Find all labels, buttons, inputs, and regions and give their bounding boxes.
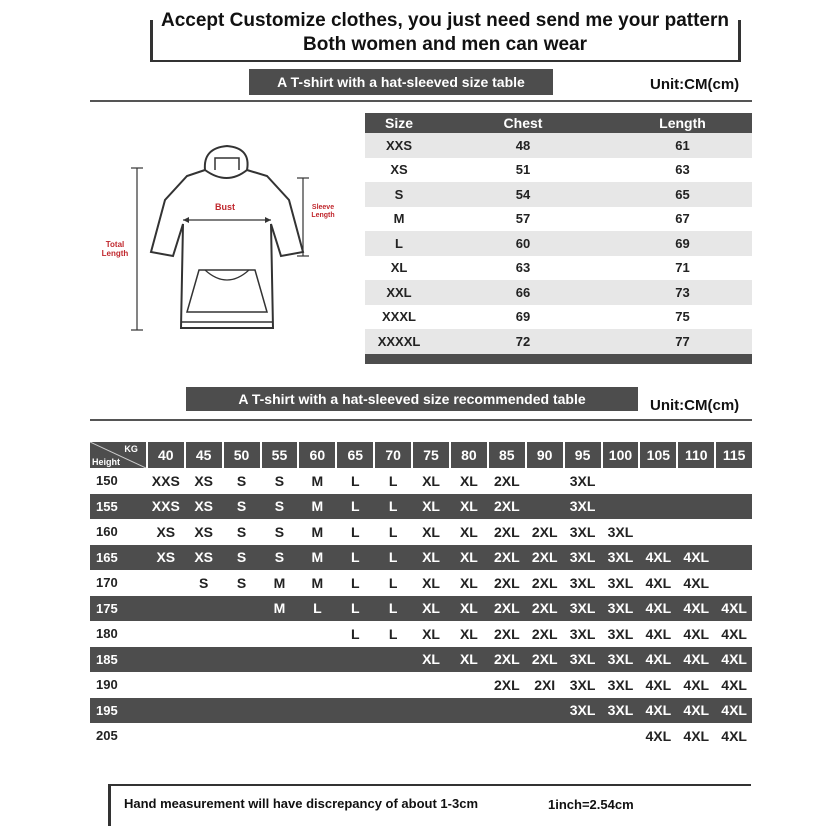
size-recommend-cell: XL — [422, 549, 440, 566]
recommend-table-row — [90, 621, 752, 647]
size-table-footer-bar — [365, 354, 752, 364]
size-table-header — [365, 113, 752, 133]
weight-header-cell: 90 — [527, 442, 563, 468]
size-recommend-cell: M — [311, 549, 324, 566]
size-cell: XXL — [386, 284, 412, 300]
size-recommend-cell: L — [388, 625, 398, 642]
size-recommend-cell: 3XL — [607, 523, 634, 540]
size-recommend-cell: 4XL — [683, 549, 710, 566]
size-table — [365, 113, 752, 364]
size-recommend-cell: S — [274, 523, 285, 540]
size-recommend-cell: 2XL — [493, 651, 520, 668]
size-recommend-cell: 4XL — [683, 600, 710, 617]
weight-header-cell: 65 — [337, 442, 373, 468]
size-recommend-cell: L — [388, 498, 398, 515]
height-cell: 165 — [96, 549, 118, 565]
size-cell: XXXXL — [377, 333, 421, 349]
size-recommend-cell: 2XI — [534, 676, 556, 693]
weight-header-cell: 45 — [186, 442, 222, 468]
size-table-row — [365, 256, 752, 281]
size-recommend-cell: M — [311, 574, 324, 591]
recommend-table-banner — [186, 387, 638, 411]
size-recommend-cell: 4XL — [645, 727, 672, 744]
length-cell: 67 — [675, 211, 690, 227]
chest-cell: 48 — [515, 137, 531, 153]
size-recommend-cell: 4XL — [683, 625, 710, 642]
size-recommend-cell: S — [236, 498, 247, 515]
size-recommend-cell: L — [350, 523, 360, 540]
size-recommend-cell: XL — [422, 651, 440, 668]
size-recommend-cell: S — [236, 549, 247, 566]
chest-cell: 57 — [515, 211, 531, 227]
recommend-table-banner-text: A T-shirt with a hat-sleeved size recommended table — [238, 391, 586, 407]
size-recommend-cell: 3XL — [607, 549, 634, 566]
size-recommend-cell: 2XL — [531, 625, 558, 642]
size-recommend-cell: XL — [422, 625, 440, 642]
size-table-row — [365, 305, 752, 330]
headline-line2: Both women and men can wear — [303, 34, 587, 55]
size-recommend-cell: 4XL — [721, 600, 747, 617]
weight-header-cell: 115 — [716, 442, 752, 468]
recommend-table-row — [90, 698, 752, 724]
size-table-banner-text: A T-shirt with a hat-sleeved size table — [277, 74, 525, 90]
size-recommend-cell: S — [236, 574, 247, 591]
total-length-label-line2: Length — [101, 249, 129, 258]
size-recommend-cell: 2XL — [531, 523, 558, 540]
hoodie-outline-icon — [95, 140, 355, 340]
size-recommend-cell: XL — [422, 472, 440, 489]
length-cell: 73 — [675, 284, 690, 300]
size-table-row — [365, 329, 752, 354]
size-recommend-cell: 4XL — [721, 651, 747, 668]
size-recommend-cell: 4XL — [645, 625, 672, 642]
size-recommend-cell: L — [313, 600, 322, 617]
size-recommend-cell: 4XL — [721, 702, 747, 719]
size-recommend-cell: 4XL — [645, 702, 672, 719]
bust-label: Bust — [215, 202, 235, 212]
size-recommend-cell: XL — [459, 651, 478, 668]
size-recommend-cell: L — [350, 498, 360, 515]
recommend-table-row — [90, 545, 752, 571]
chest-cell: 66 — [515, 284, 531, 300]
corner-kg-label: KG — [124, 444, 138, 454]
size-recommend-cell: L — [388, 549, 398, 566]
size-table-row — [365, 207, 752, 232]
size-recommend-cell: L — [350, 574, 360, 591]
height-cell: 185 — [96, 651, 118, 667]
recommend-table — [90, 442, 752, 749]
size-recommend-cell: 3XL — [607, 702, 634, 719]
size-recommend-cell: XS — [156, 549, 176, 566]
size-section-divider — [90, 100, 752, 102]
size-recommend-cell: L — [350, 625, 360, 642]
size-recommend-cell: 3XL — [569, 574, 596, 591]
size-table-row — [365, 133, 752, 158]
size-cell: XS — [390, 162, 408, 178]
corner-height-label: Height — [92, 457, 120, 467]
size-cell: L — [395, 235, 403, 251]
size-recommend-cell: 2XL — [493, 549, 520, 566]
footer-conversion: 1inch=2.54cm — [548, 797, 634, 812]
size-recommend-cell: 3XL — [607, 676, 634, 693]
weight-header-cell: 60 — [299, 442, 335, 468]
size-recommend-cell: XL — [459, 498, 478, 515]
total-length-label — [97, 240, 133, 258]
length-cell: 77 — [675, 333, 690, 349]
size-recommend-cell: L — [388, 523, 398, 540]
size-recommend-cell: L — [388, 600, 398, 617]
chest-cell: 69 — [515, 309, 531, 325]
size-recommend-cell: XL — [459, 625, 478, 642]
recommend-table-row — [90, 596, 752, 622]
size-recommend-cell: 2XL — [493, 600, 520, 617]
recommend-table-header — [90, 442, 752, 468]
size-recommend-cell: 4XL — [683, 727, 710, 744]
size-recommend-cell: M — [273, 574, 286, 591]
size-recommend-cell: S — [199, 574, 209, 591]
length-cell: 65 — [675, 186, 690, 202]
size-cell: S — [394, 186, 404, 202]
size-recommend-cell: L — [350, 600, 360, 617]
size-recommend-cell: XS — [156, 523, 176, 540]
size-recommend-cell: 4XL — [683, 702, 710, 719]
height-cell: 170 — [96, 575, 118, 591]
weight-header-cell: 80 — [451, 442, 487, 468]
size-recommend-cell: M — [311, 498, 324, 515]
size-recommend-cell: S — [274, 549, 285, 566]
size-recommend-cell: XL — [422, 600, 440, 617]
weight-header-cell: 85 — [489, 442, 525, 468]
size-table-row — [365, 231, 752, 256]
recommend-section-divider — [90, 419, 752, 421]
size-recommend-cell: S — [236, 523, 247, 540]
headline — [150, 10, 740, 56]
size-recommend-cell: 3XL — [569, 600, 596, 617]
height-cell: 155 — [96, 498, 118, 514]
size-recommend-cell: 2XL — [531, 574, 558, 591]
recommend-table-body — [90, 468, 752, 749]
size-unit-label: Unit:CM(cm) — [650, 76, 740, 93]
recommend-table-row — [90, 672, 752, 698]
size-recommend-cell: 4XL — [645, 651, 672, 668]
chest-cell: 72 — [515, 333, 531, 349]
height-cell: 205 — [96, 728, 118, 744]
size-table-body — [365, 133, 752, 354]
size-recommend-cell: S — [274, 472, 285, 489]
size-recommend-cell: 4XL — [645, 574, 672, 591]
length-cell: 75 — [675, 309, 690, 325]
size-recommend-cell: 2XL — [531, 549, 558, 566]
size-recommend-cell: 4XL — [683, 574, 710, 591]
size-recommend-cell: 2XL — [493, 472, 520, 489]
size-recommend-cell: 3XL — [569, 625, 596, 642]
size-recommend-cell: 2XL — [531, 651, 558, 668]
size-recommend-cell: 3XL — [569, 472, 596, 489]
chest-cell: 51 — [515, 162, 531, 178]
height-cell: 190 — [96, 677, 118, 693]
size-recommend-cell: 4XL — [683, 676, 710, 693]
weight-header-cell: 75 — [413, 442, 449, 468]
recommend-table-row — [90, 723, 752, 749]
weight-header-cell: 100 — [603, 442, 639, 468]
size-recommend-cell: 3XL — [569, 651, 596, 668]
recommend-table-row — [90, 647, 752, 673]
size-recommend-cell: 3XL — [607, 600, 634, 617]
recommend-table-row — [90, 468, 752, 494]
size-table-row — [365, 280, 752, 305]
size-cell: XL — [390, 260, 408, 276]
size-recommend-cell: 3XL — [569, 523, 596, 540]
size-recommend-cell: XL — [422, 498, 440, 515]
weight-header-cell: 105 — [640, 442, 676, 468]
chest-column-header: Chest — [503, 115, 543, 131]
size-recommend-cell: L — [350, 472, 360, 489]
size-recommend-cell: 2XL — [493, 625, 520, 642]
height-cell: 195 — [96, 702, 118, 718]
size-recommend-cell: M — [273, 600, 286, 617]
size-recommend-cell: 2XL — [493, 523, 520, 540]
size-recommend-cell: XL — [459, 574, 478, 591]
size-recommend-cell: 4XL — [721, 676, 747, 693]
height-cell: 180 — [96, 626, 118, 642]
weight-header-cell: 95 — [565, 442, 601, 468]
size-cell: M — [393, 211, 405, 227]
size-recommend-cell: 4XL — [683, 651, 710, 668]
chest-cell: 60 — [515, 235, 531, 251]
size-recommend-cell: S — [274, 498, 285, 515]
size-cell: XXS — [385, 137, 412, 153]
length-cell: 69 — [675, 235, 690, 251]
size-recommend-cell: XL — [422, 523, 440, 540]
size-recommend-cell: XL — [459, 600, 478, 617]
length-cell: 61 — [675, 137, 690, 153]
size-recommend-cell: 2XL — [493, 498, 520, 515]
recommend-unit-label: Unit:CM(cm) — [650, 397, 740, 414]
size-recommend-cell: XL — [422, 574, 440, 591]
height-cell: 175 — [96, 600, 118, 616]
size-recommend-cell: 4XL — [645, 600, 672, 617]
length-column-header: Length — [659, 115, 706, 131]
size-recommend-cell: M — [311, 523, 324, 540]
weight-header-cell: 110 — [678, 442, 714, 468]
size-recommend-cell: 3XL — [607, 651, 634, 668]
size-recommend-cell: 3XL — [569, 676, 596, 693]
weight-header-cell: 40 — [148, 442, 184, 468]
height-cell: 160 — [96, 524, 118, 540]
size-recommend-cell: 2XL — [493, 676, 520, 693]
length-cell: 71 — [675, 260, 690, 276]
size-recommend-cell: 2XL — [531, 600, 558, 617]
sleeve-length-label-line1: Sleeve — [311, 204, 335, 211]
footer-note: Hand measurement will have discrepancy of about 1-3cm — [124, 796, 479, 811]
size-recommend-cell: 2XL — [493, 574, 520, 591]
size-column-header: Size — [384, 115, 413, 131]
size-recommend-cell: XL — [459, 549, 478, 566]
recommend-table-row — [90, 570, 752, 596]
size-recommend-cell: S — [236, 472, 247, 489]
size-recommend-cell: 3XL — [569, 549, 596, 566]
weight-height-corner — [90, 442, 146, 468]
headline-line1: Accept Customize clothes, you just need send me your pattern — [157, 10, 733, 32]
size-recommend-cell: XXS — [151, 498, 180, 515]
sleeve-length-label — [307, 204, 339, 220]
length-cell: 63 — [675, 162, 690, 178]
size-recommend-cell: M — [311, 472, 324, 489]
size-recommend-cell: 4XL — [645, 676, 672, 693]
size-recommend-cell: XS — [194, 549, 214, 566]
chest-cell: 63 — [515, 260, 531, 276]
chest-cell: 54 — [515, 186, 531, 202]
total-length-label-line1: Total — [105, 240, 125, 249]
size-recommend-cell: 3XL — [607, 625, 634, 642]
size-recommend-cell: XS — [194, 472, 214, 489]
size-recommend-cell: L — [388, 472, 398, 489]
size-recommend-cell: 4XL — [645, 549, 672, 566]
size-recommend-cell: 3XL — [569, 702, 596, 719]
weight-header-cell: 55 — [262, 442, 298, 468]
weight-header-cell: 50 — [224, 442, 260, 468]
size-recommend-cell: L — [350, 549, 360, 566]
size-recommend-cell: XXS — [151, 472, 180, 489]
size-recommend-cell: XS — [194, 498, 214, 515]
size-recommend-cell: L — [388, 574, 398, 591]
size-cell: XXXL — [382, 309, 416, 325]
height-cell: 150 — [96, 473, 118, 489]
size-recommend-cell: 3XL — [569, 498, 596, 515]
weight-header-cell: 70 — [375, 442, 411, 468]
size-table-row — [365, 182, 752, 207]
size-recommend-cell: 4XL — [721, 625, 747, 642]
recommend-table-row — [90, 519, 752, 545]
size-table-row — [365, 158, 752, 183]
size-recommend-cell: XL — [459, 472, 478, 489]
size-recommend-cell: 4XL — [721, 727, 747, 744]
size-recommend-cell: XL — [459, 523, 478, 540]
size-recommend-cell: 3XL — [607, 574, 634, 591]
garment-diagram — [95, 140, 355, 340]
size-table-banner — [249, 69, 553, 95]
sleeve-length-label-line2: Length — [311, 212, 335, 219]
size-recommend-cell: XS — [194, 523, 214, 540]
recommend-table-row — [90, 494, 752, 520]
